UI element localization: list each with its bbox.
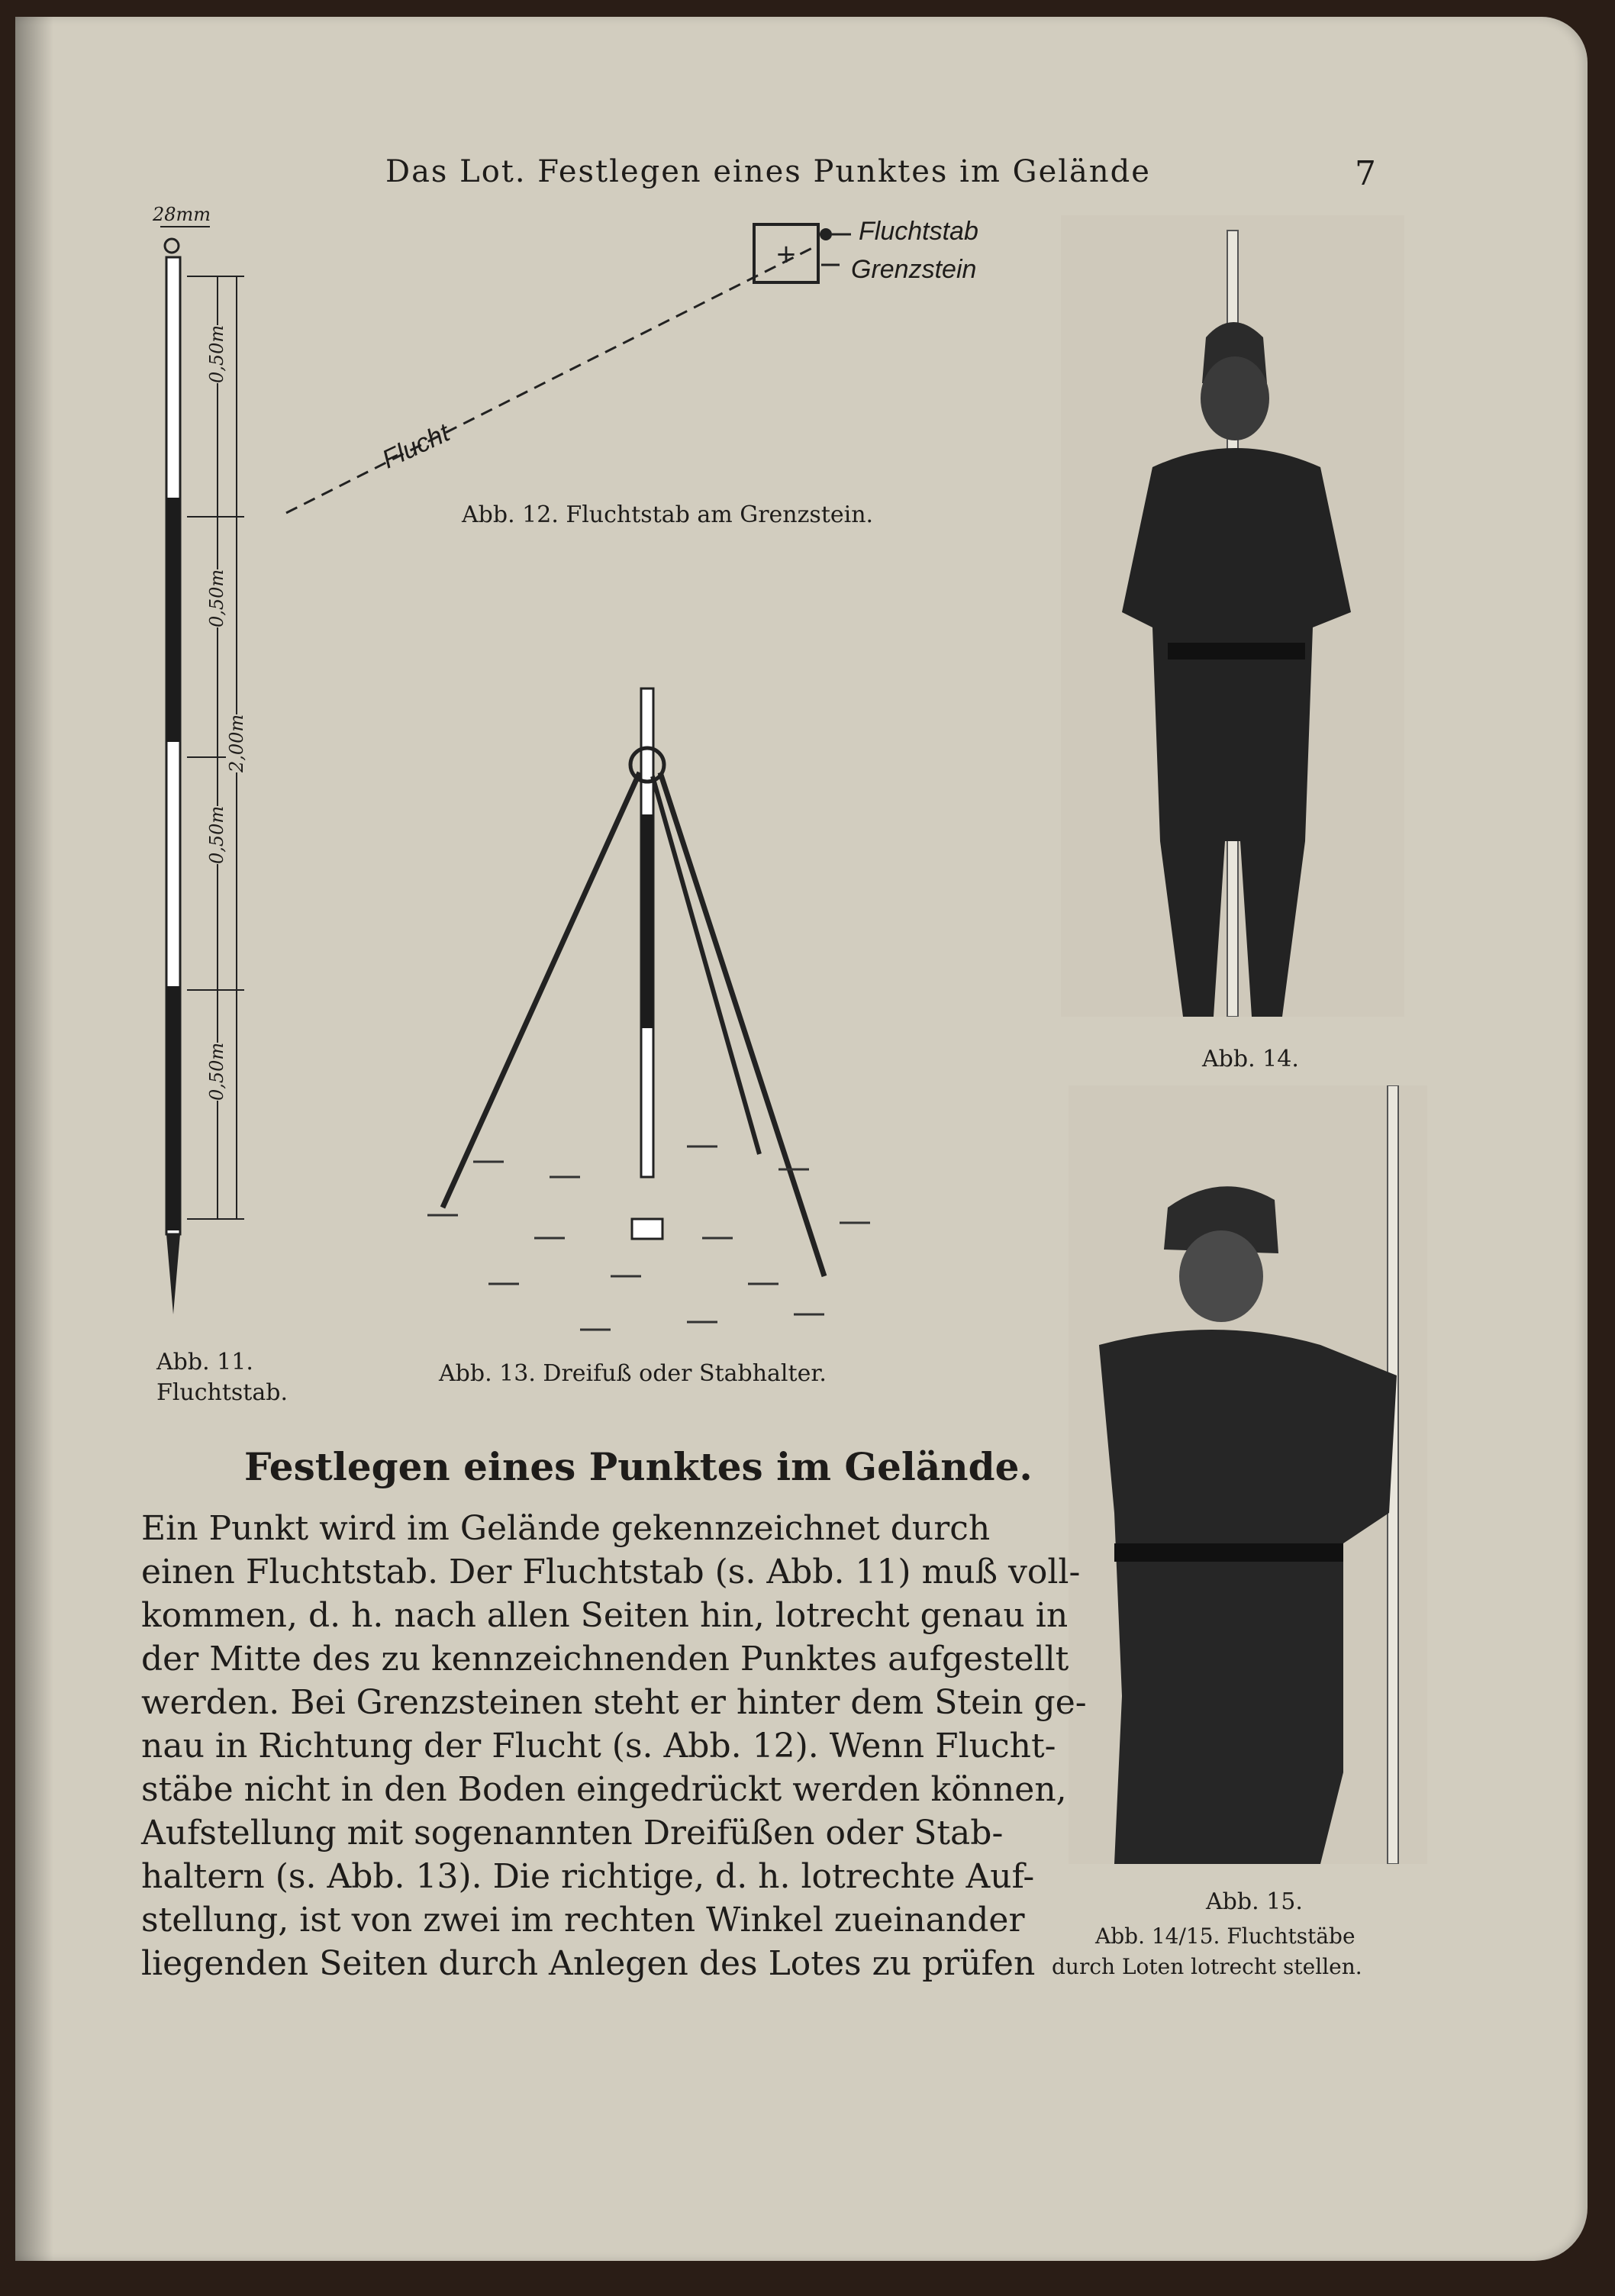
svg-text:+: + (775, 239, 798, 269)
body-line-8: Aufstellung mit sogenannten Dreifüßen oder Stab- (141, 1814, 1004, 1853)
figure12-label-flucht: Flucht (378, 418, 454, 475)
book-page (15, 17, 1588, 2261)
figure13-caption: Abb. 13. Dreifuß oder Stabhalter. (439, 1360, 827, 1387)
body-line-11: liegenden Seiten durch Anlegen des Lotes zu prüfen (141, 1944, 1036, 1983)
section-heading: Festlegen eines Punktes im Gelände. (244, 1444, 1033, 1489)
page-number: 7 (1355, 154, 1376, 193)
running-title: Das Lot. Festlegen eines Punktes im Gelände (385, 154, 1151, 189)
figure11-width-label: 28mm (153, 204, 211, 225)
body-line-5: werden. Bei Grenzsteinen steht er hinter dem Stein ge- (141, 1683, 1087, 1722)
figure11-caption-line2: Fluchtstab. (156, 1379, 288, 1406)
body-line-7: stäbe nicht in den Boden eingedrückt werden können, (141, 1770, 1067, 1809)
figure11-segment-label-1: 0,50m (206, 324, 227, 383)
body-line-10: stellung, ist von zwei im rechten Winkel zueinander (141, 1901, 1025, 1940)
figure14-soldier-image (1061, 215, 1404, 1017)
figure12-caption: Abb. 12. Fluchtstab am Grenzstein. (462, 501, 874, 528)
body-line-4: der Mitte des zu kennzeichnenden Punktes aufgestellt (141, 1640, 1069, 1678)
figure11-segment-label-2: 0,50m (206, 569, 227, 627)
body-line-2: einen Fluchtstab. Der Fluchtstab (s. Abb. 11) muß voll- (141, 1553, 1081, 1591)
shared-caption-line2: durch Loten lotrecht stellen. (1052, 1954, 1362, 1979)
body-line-1: Ein Punkt wird im Gelände gekennzeichnet durch (141, 1509, 991, 1548)
shared-caption-line1: Abb. 14/15. Fluchtstäbe (1095, 1924, 1356, 1949)
figure12-label-fluchtstab: Fluchtstab (859, 217, 978, 246)
figure11-segment-label-3: 0,50m (206, 805, 227, 864)
figure15-caption: Abb. 15. (1206, 1888, 1303, 1915)
figure14-photo (1061, 215, 1404, 1017)
body-line-6: nau in Richtung der Flucht (s. Abb. 12). Wenn Flucht- (141, 1727, 1056, 1766)
figure14-caption: Abb. 14. (1202, 1046, 1299, 1072)
figure15-soldier-image (1069, 1085, 1427, 1864)
figure11-segment-label-4: 0,50m (206, 1042, 227, 1101)
figure12-diagram (286, 224, 851, 513)
body-line-3: kommen, d. h. nach allen Seiten hin, lotrecht genau in (141, 1596, 1069, 1635)
figure11-caption-line1: Abb. 11. (156, 1349, 253, 1375)
figure13-tripod (427, 688, 870, 1330)
figure15-photo (1069, 1085, 1427, 1864)
figure12-label-grenzstein: Grenzstein (851, 255, 977, 284)
body-line-9: haltern (s. Abb. 13). Die richtige, d. h. lotrechte Auf- (141, 1857, 1035, 1896)
figure11-total-label: 2,00m (226, 714, 247, 772)
